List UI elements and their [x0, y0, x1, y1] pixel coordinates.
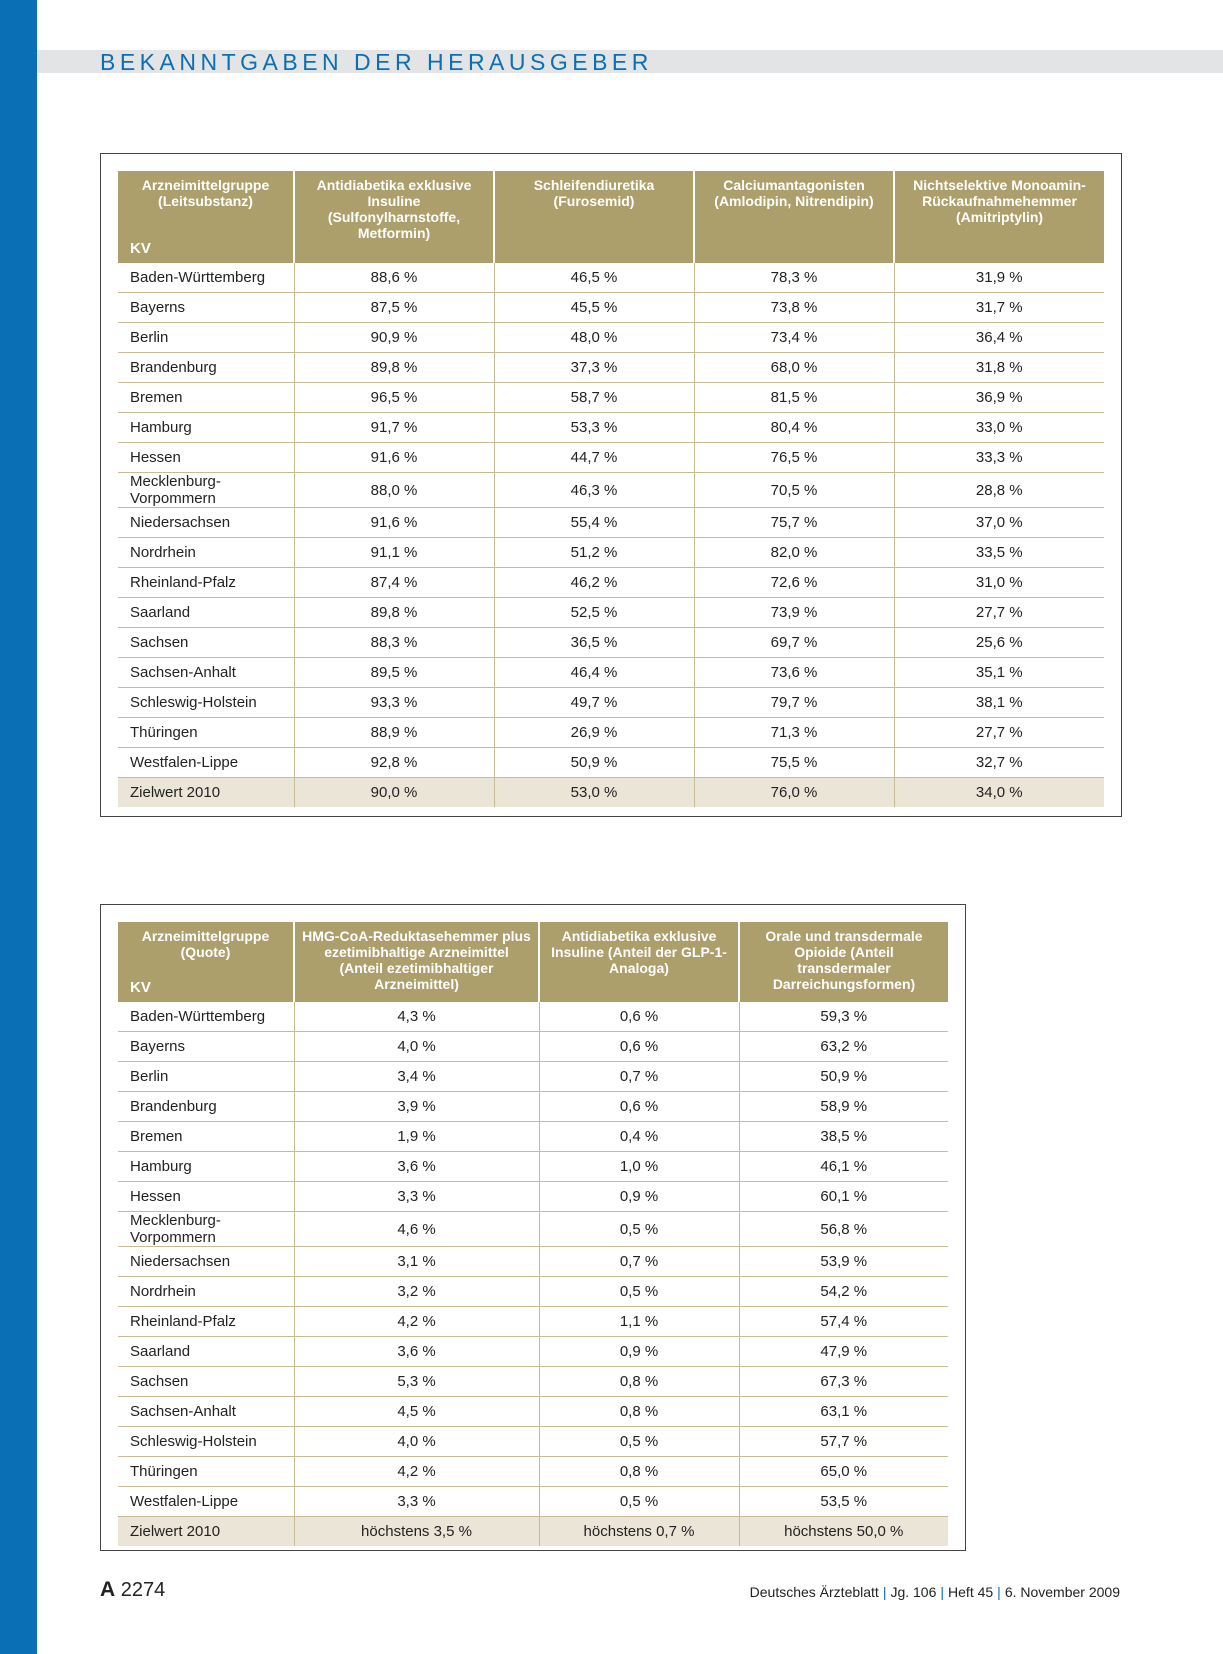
- quota-value-cell: 93,3 %: [294, 688, 494, 718]
- quota-value-cell: 33,3 %: [894, 443, 1104, 473]
- quota-value-cell: 88,6 %: [294, 263, 494, 293]
- table-row: [118, 508, 1104, 538]
- quota-value-cell: 46,3 %: [494, 473, 694, 508]
- target-label-cell: Zielwert 2010: [118, 1517, 294, 1547]
- kv-region-cell: Brandenburg: [118, 1092, 294, 1122]
- target-value-cell: höchstens 3,5 %: [294, 1517, 539, 1547]
- page-number: [100, 1578, 165, 1602]
- quota-value-cell: 50,9 %: [494, 748, 694, 778]
- kv-region-cell: Mecklenburg-Vorpommern: [118, 473, 294, 508]
- kv-region-cell: Schleswig-Holstein: [118, 688, 294, 718]
- page-prefix: A: [100, 1578, 116, 1601]
- quota-value-cell: 0,6 %: [539, 1032, 739, 1062]
- table-row: [118, 1367, 948, 1397]
- quota-value-cell: 44,7 %: [494, 443, 694, 473]
- quota-value-cell: 63,1 %: [739, 1397, 948, 1427]
- quota-value-cell: 4,3 %: [294, 1002, 539, 1032]
- quota-value-cell: 1,1 %: [539, 1307, 739, 1337]
- quota-value-cell: 1,0 %: [539, 1152, 739, 1182]
- quota-value-cell: 27,7 %: [894, 718, 1104, 748]
- target-value-cell: höchstens 0,7 %: [539, 1517, 739, 1547]
- quota-value-cell: 3,1 %: [294, 1247, 539, 1277]
- journal-volume: Jg. 106: [890, 1584, 937, 1600]
- quota-value-cell: 72,6 %: [694, 568, 894, 598]
- table-row: [118, 1062, 948, 1092]
- quota-value-cell: 0,6 %: [539, 1002, 739, 1032]
- table-row: [118, 1427, 948, 1457]
- corner-kv-label: KV: [130, 979, 151, 996]
- quota-value-cell: 53,5 %: [739, 1487, 948, 1517]
- kv-region-cell: Baden-Württemberg: [118, 263, 294, 293]
- quota-value-cell: 88,9 %: [294, 718, 494, 748]
- table-body: [118, 263, 1104, 807]
- kv-region-cell: Sachsen: [118, 1367, 294, 1397]
- quota-value-cell: 1,9 %: [294, 1122, 539, 1152]
- kv-region-cell: Bremen: [118, 1122, 294, 1152]
- quota-value-cell: 78,3 %: [694, 263, 894, 293]
- quota-value-cell: 25,6 %: [894, 628, 1104, 658]
- kv-region-cell: Hamburg: [118, 1152, 294, 1182]
- table-row: [118, 1212, 948, 1247]
- kv-region-cell: Sachsen: [118, 628, 294, 658]
- target-value-cell: 90,0 %: [294, 778, 494, 808]
- target-value-cell: 53,0 %: [494, 778, 694, 808]
- column-header: HMG-CoA-Reduktasehemmer plus ezetimibhaltige Arzneimittel (Anteil ezetimibhaltiger Arzneimittel): [294, 922, 539, 1002]
- quota-value-cell: 0,9 %: [539, 1337, 739, 1367]
- quota-value-cell: 0,5 %: [539, 1277, 739, 1307]
- quota-value-cell: 67,3 %: [739, 1367, 948, 1397]
- quota-value-cell: 53,3 %: [494, 413, 694, 443]
- quota-value-cell: 26,9 %: [494, 718, 694, 748]
- kv-region-cell: Berlin: [118, 1062, 294, 1092]
- kv-region-cell: Niedersachsen: [118, 508, 294, 538]
- journal-issue: Heft 45: [948, 1584, 994, 1600]
- quota-value-cell: 33,0 %: [894, 413, 1104, 443]
- quota-value-cell: 80,4 %: [694, 413, 894, 443]
- quota-value-cell: 3,3 %: [294, 1182, 539, 1212]
- quota-value-cell: 53,9 %: [739, 1247, 948, 1277]
- quota-value-cell: 0,5 %: [539, 1212, 739, 1247]
- quota-value-cell: 69,7 %: [694, 628, 894, 658]
- quota-value-cell: 65,0 %: [739, 1457, 948, 1487]
- kv-region-cell: Sachsen-Anhalt: [118, 658, 294, 688]
- quota-value-cell: 3,9 %: [294, 1092, 539, 1122]
- table-row: [118, 568, 1104, 598]
- quota-value-cell: 52,5 %: [494, 598, 694, 628]
- quota-value-cell: 3,6 %: [294, 1152, 539, 1182]
- table-header-row: [118, 922, 948, 1002]
- kv-region-cell: Baden-Württemberg: [118, 1002, 294, 1032]
- kv-region-cell: Hessen: [118, 1182, 294, 1212]
- column-header: Nichtselektive Monoamin-Rückaufnahmehemmer (Amitriptylin): [894, 171, 1104, 263]
- journal-date: 6. November 2009: [1004, 1584, 1120, 1600]
- table-row: [118, 473, 1104, 508]
- quota-value-cell: 91,1 %: [294, 538, 494, 568]
- column-header: Antidiabetika exklusive Insuline (Anteil der GLP-1-Analoga): [539, 922, 739, 1002]
- target-value-row: [118, 1517, 948, 1547]
- kv-region-cell: Sachsen-Anhalt: [118, 1397, 294, 1427]
- table-row: [118, 293, 1104, 323]
- table-row: [118, 1487, 948, 1517]
- quota-value-cell: 96,5 %: [294, 383, 494, 413]
- quota-value-cell: 73,6 %: [694, 658, 894, 688]
- quota-value-cell: 38,1 %: [894, 688, 1104, 718]
- target-value-cell: 34,0 %: [894, 778, 1104, 808]
- quota-value-cell: 91,7 %: [294, 413, 494, 443]
- kv-region-cell: Schleswig-Holstein: [118, 1427, 294, 1457]
- kv-region-cell: Hamburg: [118, 413, 294, 443]
- quota-value-cell: 3,4 %: [294, 1062, 539, 1092]
- quota-value-cell: 0,4 %: [539, 1122, 739, 1152]
- quota-value-cell: 90,9 %: [294, 323, 494, 353]
- corner-kv-label: KV: [130, 240, 151, 257]
- quota-value-cell: 73,8 %: [694, 293, 894, 323]
- column-header: Calciumantagonisten (Amlodipin, Nitrendipin): [694, 171, 894, 263]
- quota-value-cell: 35,1 %: [894, 658, 1104, 688]
- journal-name: Deutsches Ärzteblatt: [749, 1584, 879, 1600]
- quota-value-cell: 0,9 %: [539, 1182, 739, 1212]
- separator-bar: |: [882, 1584, 887, 1600]
- quota-value-cell: 91,6 %: [294, 443, 494, 473]
- quota-value-cell: 55,4 %: [494, 508, 694, 538]
- separator-bar: |: [997, 1584, 1001, 1600]
- quota-value-cell: 0,8 %: [539, 1367, 739, 1397]
- target-value-cell: 76,0 %: [694, 778, 894, 808]
- table-row: [118, 1182, 948, 1212]
- quota-value-cell: 0,8 %: [539, 1457, 739, 1487]
- quota-value-cell: 91,6 %: [294, 508, 494, 538]
- separator-bar: |: [940, 1584, 945, 1600]
- quota-value-cell: 4,2 %: [294, 1307, 539, 1337]
- target-value-cell: höchstens 50,0 %: [739, 1517, 948, 1547]
- quota-value-cell: 3,6 %: [294, 1337, 539, 1367]
- quota-value-cell: 58,9 %: [739, 1092, 948, 1122]
- table-row: [118, 263, 1104, 293]
- quota-value-cell: 45,5 %: [494, 293, 694, 323]
- quota-value-cell: 31,9 %: [894, 263, 1104, 293]
- quota-value-cell: 48,0 %: [494, 323, 694, 353]
- kv-region-cell: Brandenburg: [118, 353, 294, 383]
- table-row: [118, 353, 1104, 383]
- quota-value-cell: 92,8 %: [294, 748, 494, 778]
- quota-value-cell: 46,4 %: [494, 658, 694, 688]
- kv-region-cell: Saarland: [118, 598, 294, 628]
- table-row: [118, 443, 1104, 473]
- quota-value-cell: 38,5 %: [739, 1122, 948, 1152]
- quota-value-cell: 73,9 %: [694, 598, 894, 628]
- quota-value-cell: 31,7 %: [894, 293, 1104, 323]
- quota-value-cell: 87,5 %: [294, 293, 494, 323]
- quota-value-cell: 58,7 %: [494, 383, 694, 413]
- quota-value-cell: 73,4 %: [694, 323, 894, 353]
- target-value-row: [118, 778, 1104, 808]
- table-row: [118, 1152, 948, 1182]
- quota-value-cell: 27,7 %: [894, 598, 1104, 628]
- kv-region-cell: Thüringen: [118, 718, 294, 748]
- table-row: [118, 1002, 948, 1032]
- kv-region-cell: Saarland: [118, 1337, 294, 1367]
- table-row: [118, 748, 1104, 778]
- quota-value-cell: 60,1 %: [739, 1182, 948, 1212]
- quota-value-cell: 37,3 %: [494, 353, 694, 383]
- quota-value-cell: 4,2 %: [294, 1457, 539, 1487]
- quota-value-cell: 88,3 %: [294, 628, 494, 658]
- quota-value-cell: 4,6 %: [294, 1212, 539, 1247]
- kv-region-cell: Bayerns: [118, 293, 294, 323]
- quota-value-cell: 81,5 %: [694, 383, 894, 413]
- table-row: [118, 1277, 948, 1307]
- corner-title: Arzneimittelgruppe (Quote): [141, 928, 270, 960]
- quota-value-cell: 31,0 %: [894, 568, 1104, 598]
- quota-value-cell: 47,9 %: [739, 1337, 948, 1367]
- page-number-value: 2274: [120, 1579, 166, 1601]
- journal-citation: [750, 1584, 1120, 1600]
- kv-region-cell: Mecklenburg-Vorpommern: [118, 1212, 294, 1247]
- quota-value-cell: 36,4 %: [894, 323, 1104, 353]
- target-label-cell: Zielwert 2010: [118, 778, 294, 808]
- column-header: Schleifendiuretika (Furosemid): [494, 171, 694, 263]
- quota-value-cell: 46,2 %: [494, 568, 694, 598]
- table-row: [118, 718, 1104, 748]
- quota-value-cell: 36,9 %: [894, 383, 1104, 413]
- table-body: [118, 1002, 948, 1546]
- table-row: [118, 688, 1104, 718]
- column-header: Orale und transdermale Opioide (Anteil transdermaler Darreichungsformen): [739, 922, 948, 1002]
- kv-region-cell: Niedersachsen: [118, 1247, 294, 1277]
- quota-value-cell: 89,8 %: [294, 598, 494, 628]
- quota-value-cell: 89,5 %: [294, 658, 494, 688]
- quota-value-cell: 5,3 %: [294, 1367, 539, 1397]
- table-row: [118, 598, 1104, 628]
- quota-value-cell: 57,4 %: [739, 1307, 948, 1337]
- section-title: BEKANNTGABEN DER HERAUSGEBER: [100, 49, 653, 75]
- quota-value-cell: 36,5 %: [494, 628, 694, 658]
- table-row: [118, 1092, 948, 1122]
- quota-value-cell: 68,0 %: [694, 353, 894, 383]
- quota-value-cell: 87,4 %: [294, 568, 494, 598]
- left-accent-bar: [0, 0, 37, 1654]
- table-row: [118, 323, 1104, 353]
- kv-region-cell: Westfalen-Lippe: [118, 748, 294, 778]
- quota-value-cell: 75,7 %: [694, 508, 894, 538]
- quota-value-cell: 0,7 %: [539, 1062, 739, 1092]
- quota-value-cell: 0,7 %: [539, 1247, 739, 1277]
- quota-value-cell: 0,8 %: [539, 1397, 739, 1427]
- prescription-quota-table: [118, 171, 1104, 807]
- kv-region-cell: Bremen: [118, 383, 294, 413]
- quota-value-cell: 28,8 %: [894, 473, 1104, 508]
- kv-region-cell: Rheinland-Pfalz: [118, 568, 294, 598]
- quota-value-cell: 37,0 %: [894, 508, 1104, 538]
- kv-region-cell: Thüringen: [118, 1457, 294, 1487]
- table-row: [118, 383, 1104, 413]
- table-row: [118, 658, 1104, 688]
- table-row: [118, 1397, 948, 1427]
- quota-value-cell: 0,5 %: [539, 1427, 739, 1457]
- table-row: [118, 1247, 948, 1277]
- table-row: [118, 1307, 948, 1337]
- quota-value-cell: 88,0 %: [294, 473, 494, 508]
- quota-value-cell: 3,2 %: [294, 1277, 539, 1307]
- quota-value-cell: 56,8 %: [739, 1212, 948, 1247]
- quota-value-cell: 57,7 %: [739, 1427, 948, 1457]
- kv-region-cell: Nordrhein: [118, 1277, 294, 1307]
- table-row: [118, 1032, 948, 1062]
- table-header-row: [118, 171, 1104, 263]
- table-row: [118, 1337, 948, 1367]
- quota-value-cell: 51,2 %: [494, 538, 694, 568]
- kv-region-cell: Nordrhein: [118, 538, 294, 568]
- corner-title: Arzneimittelgruppe (Leitsubstanz): [141, 177, 270, 209]
- table2-frame: [100, 904, 966, 1551]
- quota-value-cell: 4,5 %: [294, 1397, 539, 1427]
- table-row: [118, 413, 1104, 443]
- quota-value-cell: 46,5 %: [494, 263, 694, 293]
- quota-value-cell: 31,8 %: [894, 353, 1104, 383]
- table-row: [118, 1122, 948, 1152]
- corner-header: [118, 171, 294, 263]
- quota-value-cell: 49,7 %: [494, 688, 694, 718]
- quota-value-cell: 63,2 %: [739, 1032, 948, 1062]
- quota-value-cell: 3,3 %: [294, 1487, 539, 1517]
- table1-frame: [100, 153, 1122, 817]
- quota-value-cell: 75,5 %: [694, 748, 894, 778]
- quota-value-cell: 32,7 %: [894, 748, 1104, 778]
- kv-region-cell: Bayerns: [118, 1032, 294, 1062]
- quota-share-table: [118, 922, 948, 1546]
- table-row: [118, 538, 1104, 568]
- quota-value-cell: 82,0 %: [694, 538, 894, 568]
- quota-value-cell: 4,0 %: [294, 1032, 539, 1062]
- quota-value-cell: 46,1 %: [739, 1152, 948, 1182]
- quota-value-cell: 89,8 %: [294, 353, 494, 383]
- kv-region-cell: Berlin: [118, 323, 294, 353]
- column-header: Antidiabetika exklusive Insuline (Sulfonylharnstoffe, Metformin): [294, 171, 494, 263]
- quota-value-cell: 50,9 %: [739, 1062, 948, 1092]
- quota-value-cell: 0,5 %: [539, 1487, 739, 1517]
- quota-value-cell: 79,7 %: [694, 688, 894, 718]
- kv-region-cell: Rheinland-Pfalz: [118, 1307, 294, 1337]
- quota-value-cell: 71,3 %: [694, 718, 894, 748]
- corner-header: [118, 922, 294, 1002]
- quota-value-cell: 54,2 %: [739, 1277, 948, 1307]
- table-row: [118, 1457, 948, 1487]
- quota-value-cell: 0,6 %: [539, 1092, 739, 1122]
- quota-value-cell: 76,5 %: [694, 443, 894, 473]
- quota-value-cell: 70,5 %: [694, 473, 894, 508]
- kv-region-cell: Hessen: [118, 443, 294, 473]
- quota-value-cell: 33,5 %: [894, 538, 1104, 568]
- kv-region-cell: Westfalen-Lippe: [118, 1487, 294, 1517]
- table-row: [118, 628, 1104, 658]
- quota-value-cell: 4,0 %: [294, 1427, 539, 1457]
- quota-value-cell: 59,3 %: [739, 1002, 948, 1032]
